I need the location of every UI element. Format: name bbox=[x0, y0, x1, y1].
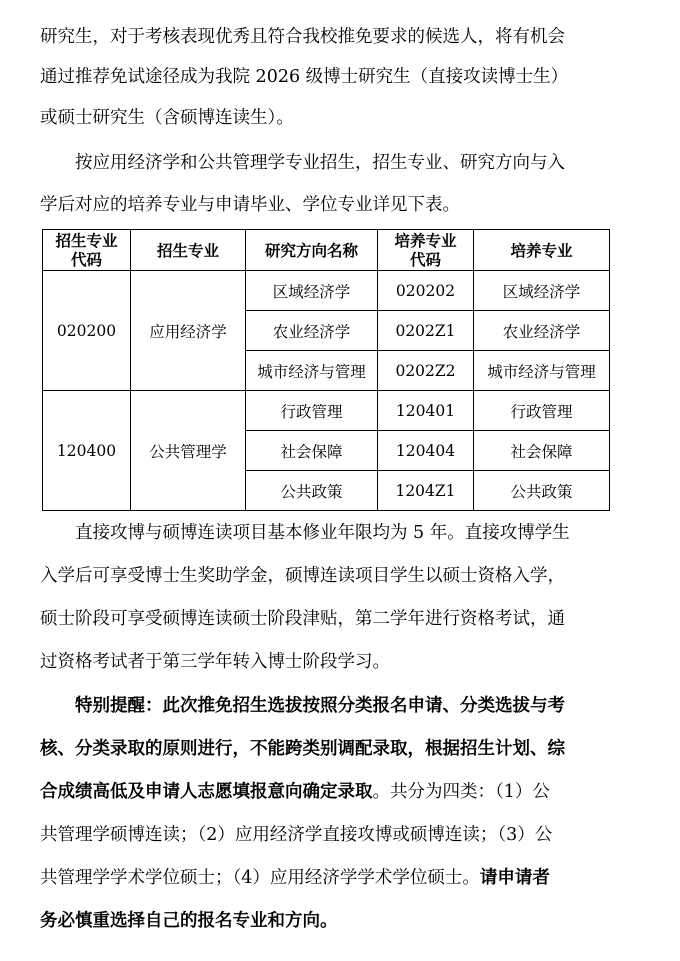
notice-line-5-normal: 共管理学学术学位硕士；（4）应用经济学学术学位硕士。 bbox=[40, 868, 480, 888]
notice-line-3-bold: 合成绩高低及申请人志愿填报意向确定录取 bbox=[40, 782, 373, 802]
direction-cell: 社会保障 bbox=[246, 431, 378, 471]
notice-line-3-normal: 。共分为四类：（1）公 bbox=[372, 782, 550, 802]
notice-line-6: 务必慎重选择自己的报名专业和方向。 bbox=[40, 911, 338, 931]
train-code-cell: 120401 bbox=[378, 391, 474, 431]
header-train-code: 培养专业 代码 bbox=[378, 230, 474, 271]
train-code-cell: 0202Z2 bbox=[378, 351, 474, 391]
direction-cell: 公共政策 bbox=[246, 471, 378, 511]
table-row bbox=[43, 271, 610, 311]
paragraph-3-line-1: 直接攻博与硕博连读项目基本修业年限均为 5 年。直接攻博学生 bbox=[75, 523, 570, 543]
paragraph-1-line-1: 研究生，对于考核表现优秀且符合我校推免要求的候选人，将有机会 bbox=[40, 27, 565, 47]
notice-line-3 bbox=[40, 780, 550, 804]
train-major-cell: 社会保障 bbox=[474, 431, 610, 471]
paragraph-3-line-3: 硕士阶段可享受硕博连读硕士阶段津贴，第二学年进行资格考试，通 bbox=[40, 609, 565, 629]
train-major-cell: 农业经济学 bbox=[474, 311, 610, 351]
notice-line-5 bbox=[40, 866, 550, 890]
enroll-code-cell: 020200 bbox=[43, 271, 131, 391]
header-direction: 研究方向名称 bbox=[246, 230, 378, 271]
direction-cell: 行政管理 bbox=[246, 391, 378, 431]
train-code-cell: 120404 bbox=[378, 431, 474, 471]
paragraph-1-line-2: 通过推荐免试途径成为我院 2026 级博士研究生（直接攻读博士生） bbox=[40, 67, 569, 87]
direction-cell: 农业经济学 bbox=[246, 311, 378, 351]
enrollment-table bbox=[42, 229, 610, 511]
enroll-major-cell: 公共管理学 bbox=[131, 391, 246, 511]
direction-cell: 区域经济学 bbox=[246, 271, 378, 311]
header-enroll-major: 招生专业 bbox=[131, 230, 246, 271]
table-header-row bbox=[43, 230, 610, 271]
paragraph-3-line-4: 过资格考试者于第三学年转入博士阶段学习。 bbox=[40, 652, 390, 672]
train-major-cell: 区域经济学 bbox=[474, 271, 610, 311]
train-code-cell: 1204Z1 bbox=[378, 471, 474, 511]
train-code-cell: 0202Z1 bbox=[378, 311, 474, 351]
table-row bbox=[43, 391, 610, 431]
train-major-cell: 行政管理 bbox=[474, 391, 610, 431]
enroll-major-cell: 应用经济学 bbox=[131, 271, 246, 391]
notice-line-4: 共管理学硕博连读；（2）应用经济学直接攻博或硕博连读；（3）公 bbox=[40, 825, 553, 845]
notice-line-5-bold: 请申请者 bbox=[479, 868, 550, 888]
train-major-cell: 公共政策 bbox=[474, 471, 610, 511]
paragraph-2-line-2: 学后对应的培养专业与申请毕业、学位专业详见下表。 bbox=[40, 195, 460, 215]
paragraph-3-line-2: 入学后可享受博士生奖助学金，硕博连读项目学生以硕士资格入学， bbox=[40, 566, 565, 586]
header-train-major: 培养专业 bbox=[474, 230, 610, 271]
notice-line-1: 特别提醒：此次推免招生选拔按照分类报名申请、分类选拔与考 bbox=[75, 696, 565, 716]
train-code-cell: 020202 bbox=[378, 271, 474, 311]
paragraph-2-line-1: 按应用经济学和公共管理学专业招生，招生专业、研究方向与入 bbox=[75, 153, 565, 173]
header-enroll-code: 招生专业 代码 bbox=[43, 230, 131, 271]
enroll-code-cell: 120400 bbox=[43, 391, 131, 511]
notice-line-2: 核、分类录取的原则进行，不能跨类别调配录取，根据招生计划、综 bbox=[40, 739, 565, 759]
direction-cell: 城市经济与管理 bbox=[246, 351, 378, 391]
paragraph-1-line-3: 或硕士研究生（含硕博连读生）。 bbox=[40, 108, 294, 128]
train-major-cell: 城市经济与管理 bbox=[474, 351, 610, 391]
